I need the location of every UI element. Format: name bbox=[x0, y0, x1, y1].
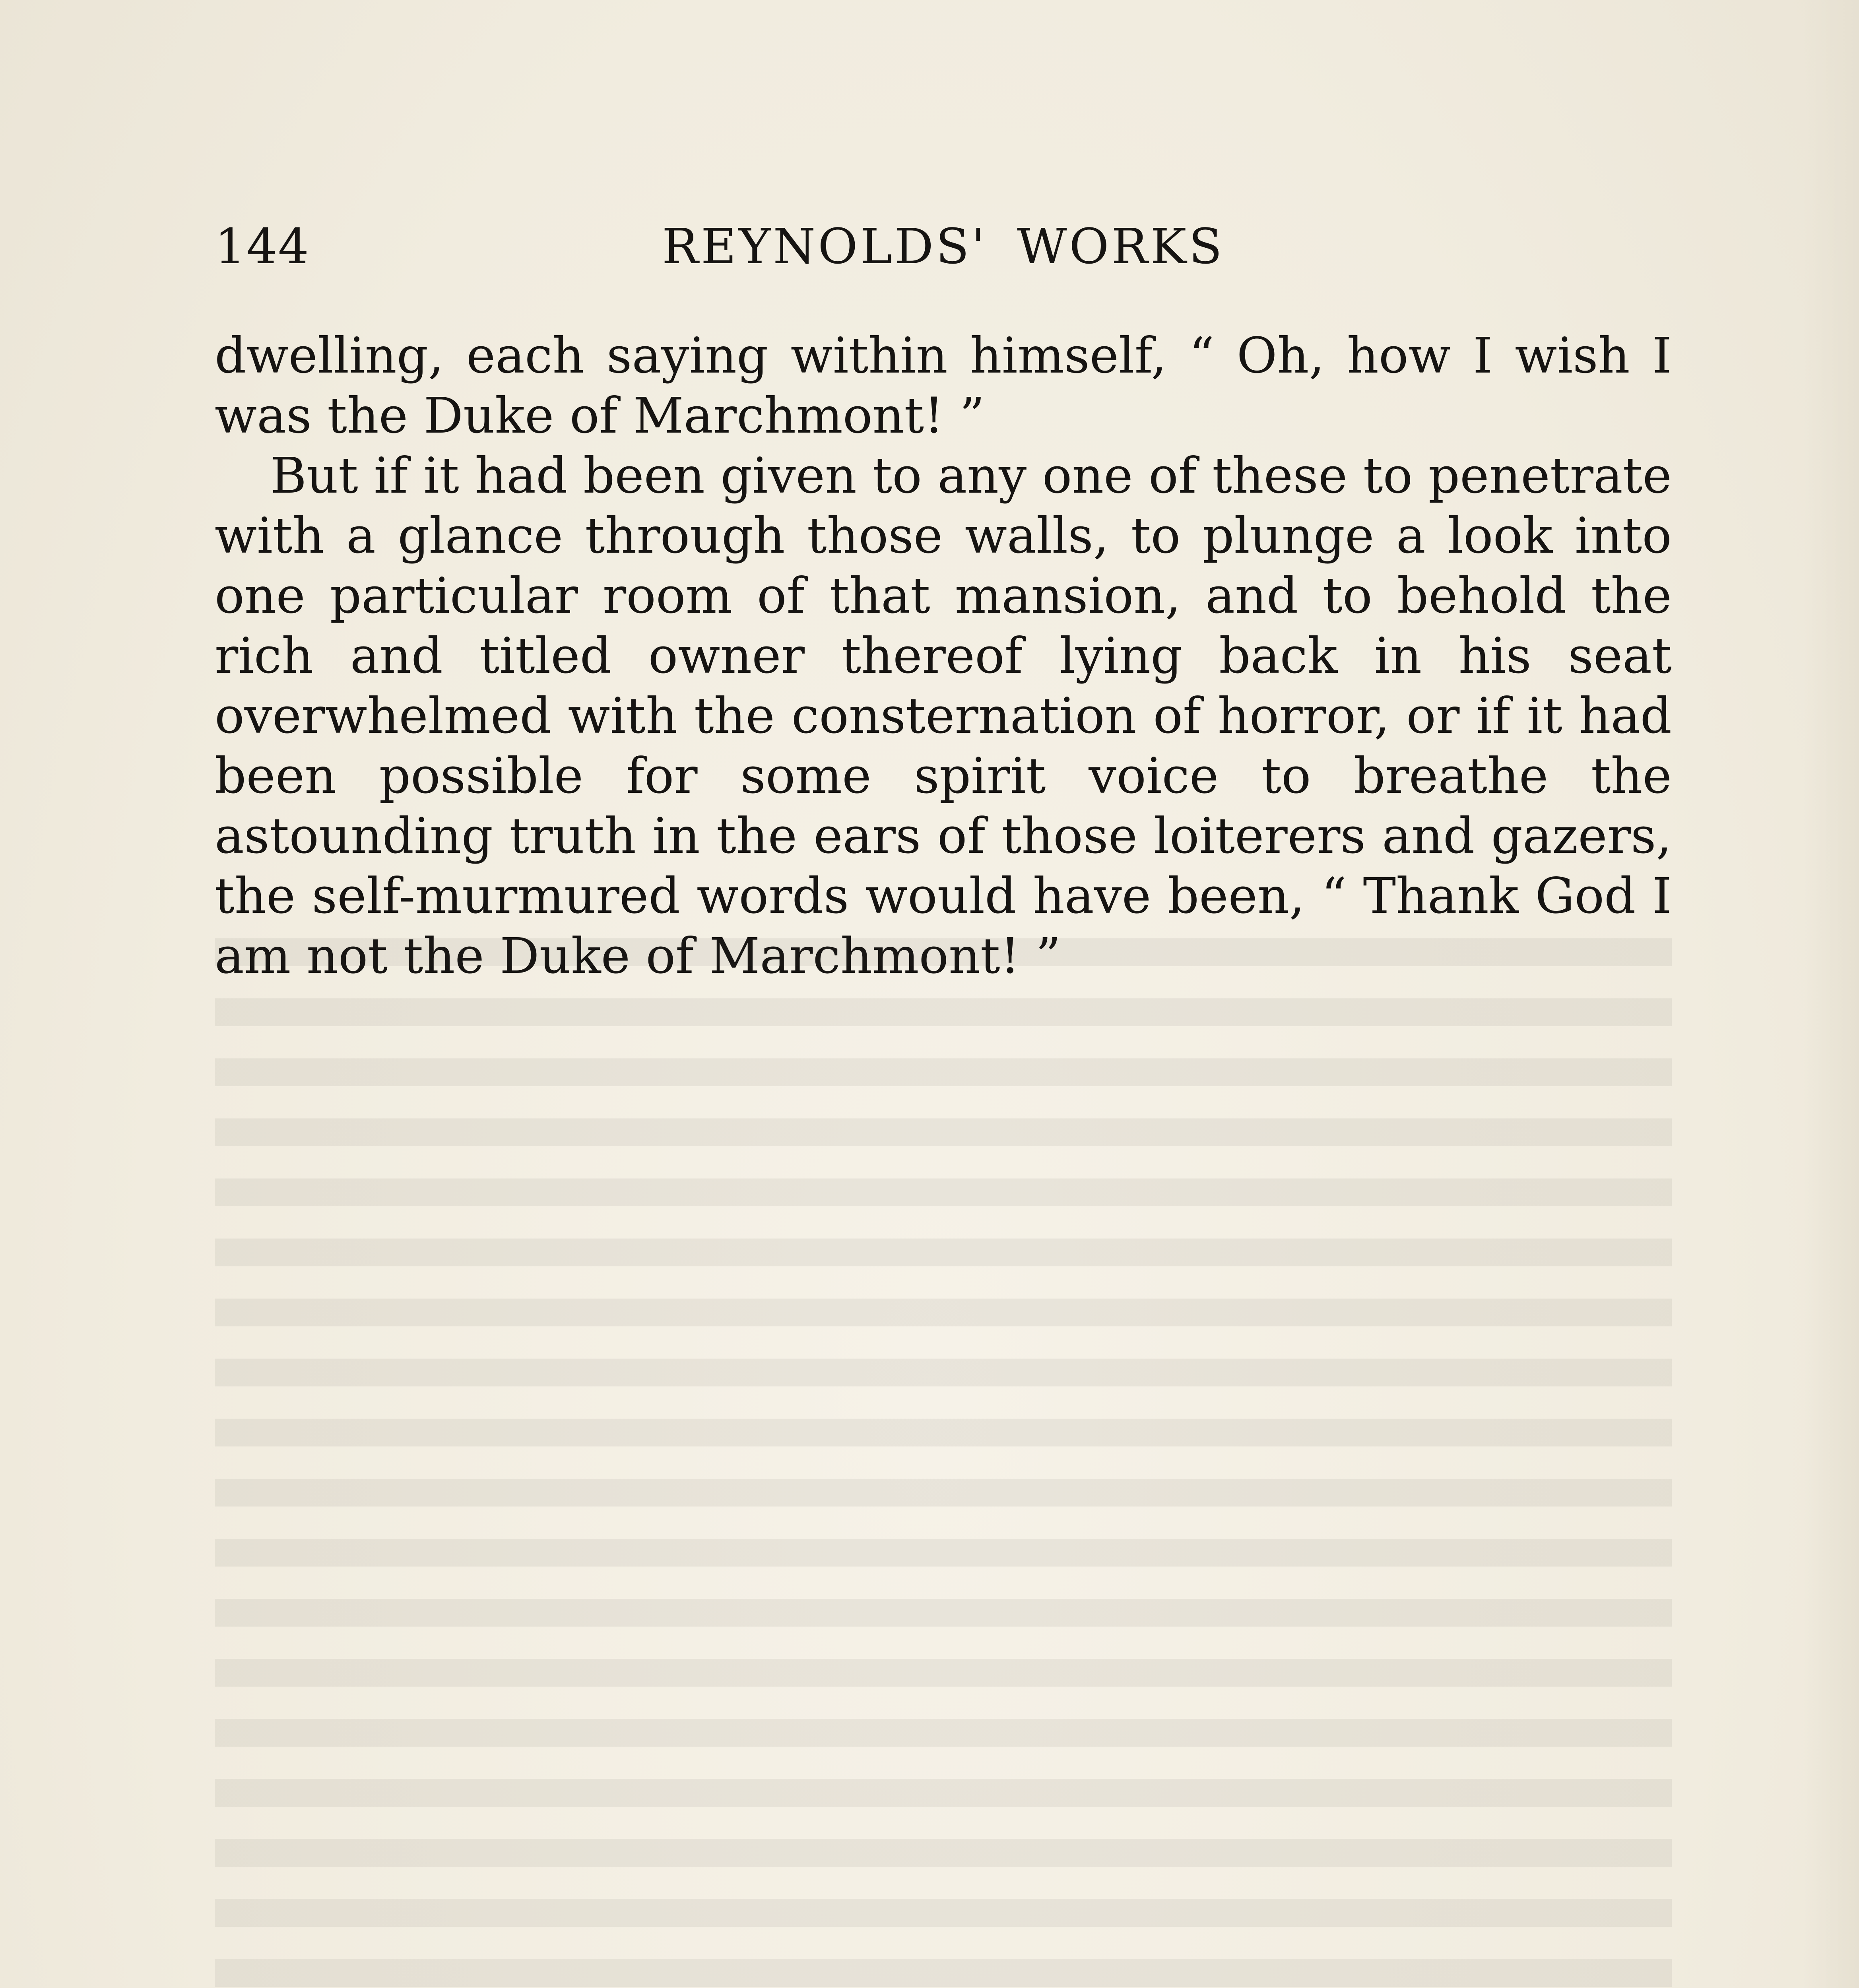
show-through-text bbox=[215, 938, 1672, 1988]
body-text bbox=[215, 326, 1672, 986]
paragraph: But if it had been given to any one of these to penetrate with a glance through those walls, to plunge a look into one particular room of that mansion, and to behold the rich and titled owner thereof lying back in his seat overwhelmed with the consternation of horror, or if it had been possible for some spirit voice to breathe the astounding truth in the ears of those loiterers and gazers, the self-murmured words would have been, “ Thank God I am not the Duke of Marchmont! ” bbox=[215, 447, 1672, 985]
page-number: 144 bbox=[215, 218, 310, 275]
page-header bbox=[215, 217, 1672, 284]
paragraph-continued: dwelling, each saying within himself, “ Oh, how I wish I was the Duke of Marchmont! ” bbox=[215, 327, 1672, 445]
page-edge-shadow bbox=[1803, 0, 1859, 1988]
running-head: REYNOLDS' WORKS bbox=[662, 218, 1224, 275]
